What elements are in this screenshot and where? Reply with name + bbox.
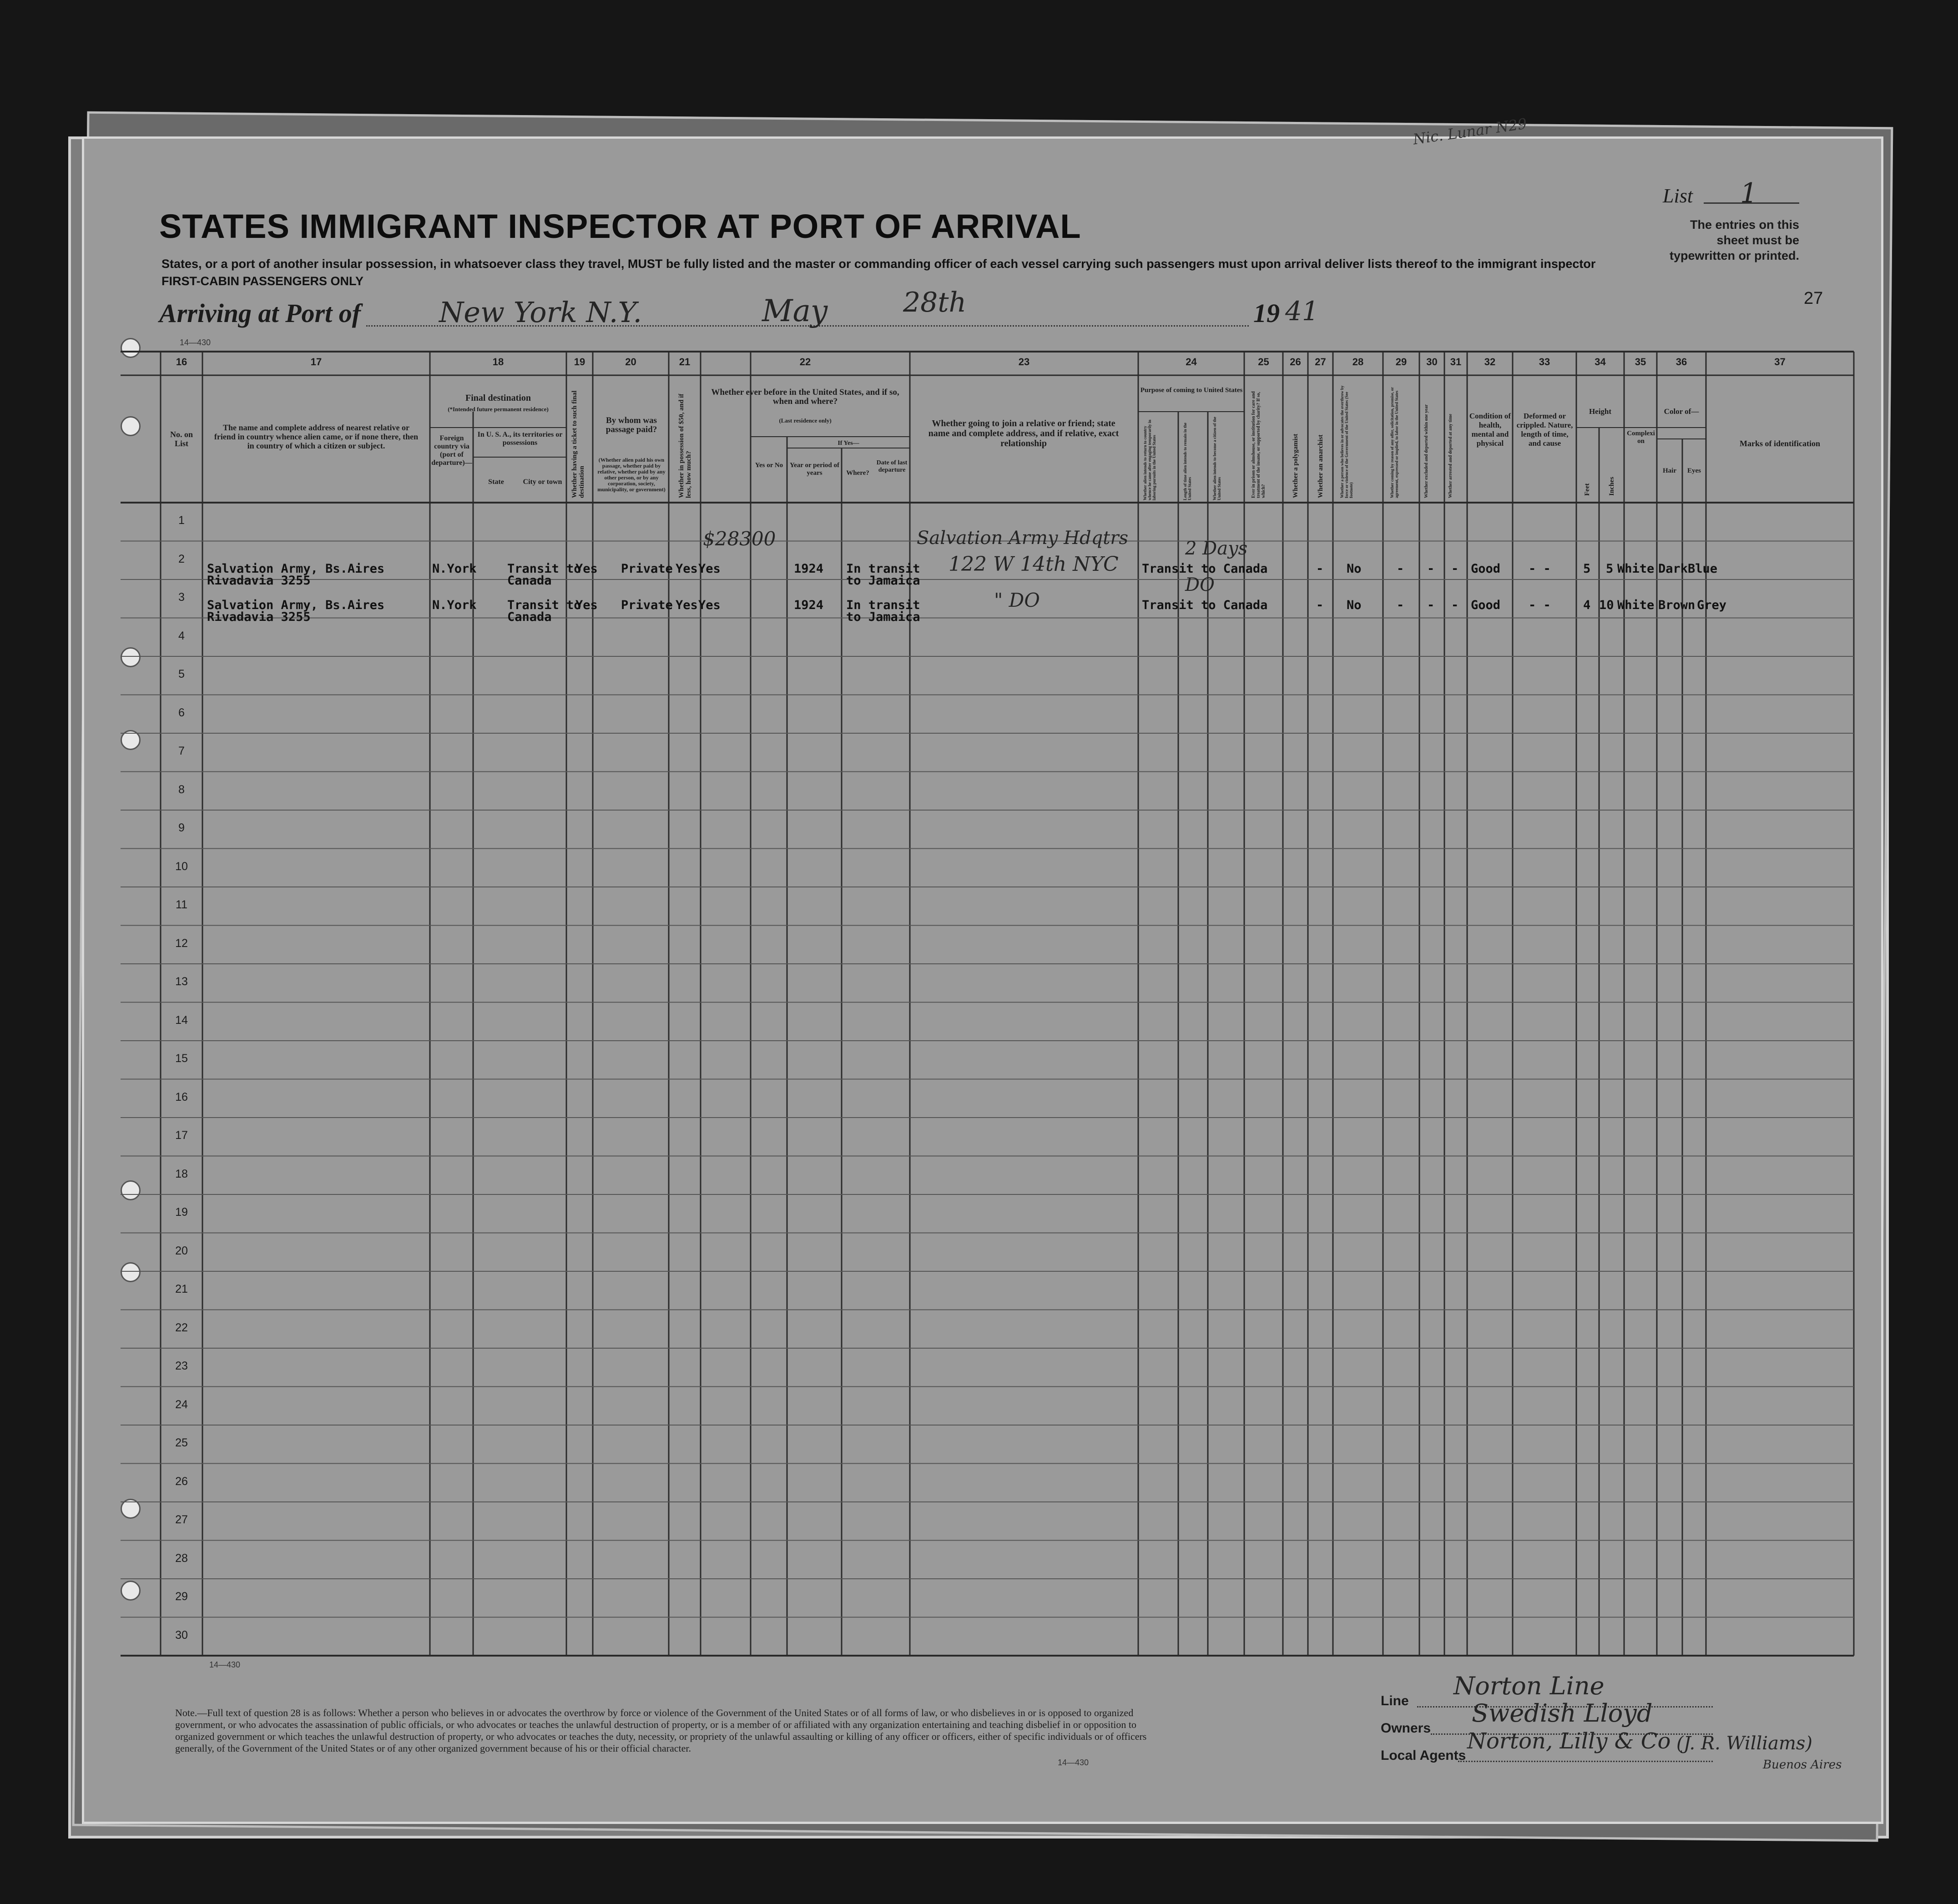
header-city: City or town	[523, 478, 562, 486]
list-number: 1	[1740, 177, 1758, 209]
row2-relative: Salvation Army, Bs.Aires	[207, 598, 385, 612]
row-number: 24	[175, 1398, 188, 1411]
header-deformed: Deformed or crippled. Nature, length of time, and cause	[1516, 412, 1573, 448]
row1-q30: -	[1427, 562, 1435, 576]
month-handwritten: May	[762, 293, 828, 328]
agents-underline	[1458, 1761, 1713, 1762]
row-number: 26	[175, 1475, 188, 1488]
form-number-bottom: 14—430	[1058, 1758, 1089, 1767]
line-label: Line	[1381, 1693, 1409, 1708]
row1-health: Good	[1471, 562, 1501, 576]
header-state: State	[488, 478, 504, 486]
header-prison: Ever in prison or almshouse, or institution for care and treatment of the insane, or supported by charity? If so, which?	[1251, 391, 1266, 498]
row2-polygamist: -	[1316, 598, 1324, 612]
row-number: 5	[178, 668, 185, 680]
row-number: 27	[175, 1513, 188, 1526]
header-if-yes: If Yes—	[838, 440, 859, 447]
list-label: List	[1663, 185, 1693, 207]
row-number: 18	[175, 1167, 188, 1180]
row-number: 6	[178, 706, 185, 719]
entries-note: The entries on this sheet must be typewritten or printed.	[1669, 218, 1799, 262]
col-num-18: 18	[492, 356, 504, 368]
row1-joining-handwritten: Salvation Army Hdqtrs	[917, 528, 1128, 549]
form-number-top: 14—430	[180, 338, 211, 347]
col-num-35: 35	[1635, 356, 1646, 368]
row2-feet: 4	[1583, 598, 1591, 612]
row1-state: Transit to	[507, 562, 581, 576]
row-number: 17	[175, 1129, 188, 1142]
col-num-30: 30	[1426, 356, 1438, 368]
col-num-29: 29	[1395, 356, 1407, 368]
row-number: 15	[175, 1052, 188, 1065]
row2-year: 1924	[794, 598, 824, 612]
corner-scrawl: Nic. Lunar N29	[1412, 115, 1528, 148]
row2-where-2: to Jamaica	[846, 610, 920, 624]
row2-money: Yes	[676, 598, 698, 612]
row2-purpose: Transit to Canada	[1142, 598, 1268, 612]
row1-length-handwritten: 2 Days	[1185, 538, 1248, 559]
line-handwritten: Norton Line	[1453, 1672, 1605, 1700]
col-num-17: 17	[310, 356, 322, 368]
row-number: 8	[178, 783, 185, 796]
row1-purpose: Transit to Canada	[1142, 562, 1268, 576]
header-ever-before: Whether ever before in the United States, and if so, when and where?	[711, 388, 899, 406]
header-q28: Whether a person who believes in or advocates the overthrow by force or violence of the Government of the United States (See footnote)	[1340, 385, 1353, 498]
header-relative: The name and complete address of nearest relative or friend in country whence alien came, or if none there, then in country of which a citizen or subject.	[214, 423, 419, 450]
row2-hair: Brown	[1658, 598, 1696, 612]
row2-complexion: White	[1617, 598, 1655, 612]
row1-where: In transit	[846, 562, 920, 576]
col-num-21: 21	[679, 356, 691, 368]
col-num-25: 25	[1258, 356, 1269, 368]
header-where: Where?	[846, 469, 869, 477]
row-number: 28	[175, 1551, 188, 1565]
header-purpose: Purpose of coming to United States	[1140, 387, 1243, 394]
header-q30: Whether excluded and deported within one year	[1424, 404, 1429, 498]
row1-year: 1924	[794, 562, 824, 576]
row1-q29: -	[1397, 562, 1404, 576]
row2-length-handwritten: DO	[1185, 574, 1215, 595]
row2-q28: No	[1347, 598, 1362, 612]
row1-feet: 5	[1583, 562, 1591, 576]
row-number: 22	[175, 1321, 188, 1334]
row-number: 1	[178, 514, 185, 527]
row-number: 11	[176, 898, 187, 911]
row-number: 2	[178, 552, 185, 565]
header-ticket: Whether having a ticket to such final destination	[571, 390, 585, 498]
row2-q29: -	[1397, 598, 1404, 612]
row1-deformed: - -	[1529, 562, 1551, 576]
header-joining-relative: Whether going to join a relative or friend; state name and complete address, and if relative, exact relationship	[928, 418, 1119, 448]
row1-polygamist: -	[1316, 562, 1324, 576]
agents-handwritten-city: Buenos Aires	[1763, 1758, 1842, 1772]
agents-handwritten-signature: (J. R. Williams)	[1676, 1733, 1813, 1754]
col-num-22: 22	[799, 356, 811, 368]
year-handwritten: 41	[1285, 296, 1319, 327]
row1-q31: -	[1451, 562, 1459, 576]
header-yes-no: Yes or No	[755, 462, 783, 469]
header-polygamist: Whether a polygamist	[1292, 433, 1299, 498]
row-number: 4	[178, 629, 185, 642]
row-number: 21	[175, 1283, 188, 1295]
row2-inches: 10	[1599, 598, 1614, 612]
row2-foreign: N.York	[432, 598, 477, 612]
row1-hair: Dark	[1658, 562, 1688, 576]
row2-ticket: Yes	[575, 598, 598, 612]
day-handwritten: 28th	[903, 287, 967, 318]
row2-paid: Private	[621, 598, 673, 612]
row1-complexion: White	[1617, 562, 1655, 576]
col-num-20: 20	[625, 356, 636, 368]
row2-state: Transit to	[507, 598, 581, 612]
row1-joining-handwritten-2: 122 W 14th NYC	[949, 553, 1119, 576]
row2-state-2: Canada	[507, 610, 552, 624]
row2-joining-handwritten: " DO	[994, 589, 1040, 611]
row-number: 9	[178, 821, 185, 834]
header-anarchist: Whether an anarchist	[1317, 434, 1324, 498]
header-purpose-c: Whether alien intends to become a citizen of the United States	[1212, 417, 1221, 500]
col-num-37: 37	[1774, 356, 1786, 368]
row-number: 16	[175, 1090, 188, 1103]
row-number: 7	[178, 745, 185, 757]
col-num-23: 23	[1018, 356, 1030, 368]
col-num-28: 28	[1352, 356, 1364, 368]
page-title: STATES IMMIGRANT INSPECTOR AT PORT OF ARRIVAL	[159, 207, 1081, 245]
header-last-residence: (Last residence only)	[779, 417, 832, 424]
row2-relative-address: Rivadavia 3255	[207, 610, 311, 624]
row1-relative-address: Rivadavia 3255	[207, 574, 311, 588]
col-num-36: 36	[1675, 356, 1687, 368]
row2-q31: -	[1451, 598, 1459, 612]
row-number: 12	[175, 937, 188, 950]
page-number: 27	[1804, 289, 1823, 308]
form-number-bottom-left: 14—430	[209, 1660, 241, 1669]
row1-ticket: Yes	[575, 562, 598, 576]
header-q29: Whether coming by reason of any offer, solicitation, promise, or agreement, expressed or implied, to labor in the United States	[1390, 387, 1399, 498]
header-foreign-country: Foreign country via (port of departure)—	[431, 434, 472, 467]
row2-deformed: - -	[1529, 598, 1551, 612]
header-passage-paid-note: (Whether alien paid his own passage, whether paid by relative, whether paid by any other person, or by any corporation, society, municipality, or government)	[597, 457, 666, 493]
year-prefix: 19	[1253, 298, 1280, 328]
header-passage-paid: By whom was passage paid?	[606, 416, 657, 434]
header-color-of: Color of—	[1664, 407, 1699, 416]
col-num-33: 33	[1539, 356, 1550, 368]
row2-ever-before: Yes	[698, 598, 721, 612]
owners-handwritten: Swedish Lloyd	[1472, 1699, 1653, 1728]
header-marks: Marks of identification	[1740, 439, 1820, 448]
row-number: 20	[175, 1244, 188, 1257]
row-number: 10	[175, 860, 188, 873]
row2-health: Good	[1471, 598, 1501, 612]
header-q31: Whether arrested and deported at any time	[1448, 413, 1453, 498]
header-health: Condition of health, mental and physical	[1469, 412, 1511, 448]
row1-foreign: N.York	[432, 562, 477, 576]
row2-eyes: Grey	[1697, 598, 1727, 612]
header-height: Height	[1589, 407, 1612, 416]
row-number: 23	[175, 1360, 188, 1372]
row1-where-2: to Jamaica	[846, 574, 920, 588]
manifest-sheet	[82, 115, 1883, 1824]
agents-label: Local Agents	[1381, 1748, 1466, 1763]
row-number: 30	[175, 1628, 188, 1642]
port-handwritten: New York N.Y.	[439, 296, 642, 329]
col-num-24: 24	[1186, 356, 1197, 368]
row1-money-handwritten: $28300	[703, 528, 776, 550]
row1-relative: Salvation Army, Bs.Aires	[207, 562, 385, 576]
footnote-q28: Note.—Full text of question 28 is as follows: Whether a person who believes in or advocates the overthrow by force or violence of the Government of the United States or of all forms of law, or who disbelieves in or is opposed to organized government, or who advocates the assassination of public officials, or who advocates or teaches the unlawful destruction of property, or is a member of or affiliated with any organization entertaining and teaching disbelief in or opposition to organized government or which teaches the unlawful destruction of property, or who advocates or teaches the duty, necessity, or propriety of the unlawful assaulting or killing of any officer or officers, either of specific individuals or of officers generally, of the Government of the United States or of any other organized government because of his or their official character.	[175, 1707, 1147, 1754]
row-number: 25	[175, 1436, 188, 1449]
row-number: 3	[178, 591, 185, 604]
header-date-departure: Date of last departure	[876, 459, 908, 473]
class-line: FIRST-CABIN PASSENGERS ONLY	[161, 274, 364, 288]
row1-paid: Private	[621, 562, 673, 576]
row2-where: In transit	[846, 598, 920, 612]
owners-label: Owners	[1381, 1721, 1431, 1736]
header-final-destination: Final destination	[465, 393, 531, 403]
row1-inches: 5	[1606, 562, 1614, 576]
col-num-19: 19	[574, 356, 585, 368]
header-eyes: Eyes	[1687, 467, 1701, 474]
row1-money: Yes	[676, 562, 698, 576]
header-no-on-list: No. on List	[170, 430, 193, 448]
col-num-32: 32	[1484, 356, 1496, 368]
row1-state-2: Canada	[507, 574, 552, 588]
row1-eyes: Blue	[1688, 562, 1718, 576]
header-year-period: Year or period of years	[789, 462, 839, 477]
arriving-label: Arriving at Port of	[159, 298, 361, 328]
header-feet: Feet	[1584, 483, 1591, 496]
header-final-destination-note: (*Intended future permanent residence)	[448, 406, 549, 413]
col-num-34: 34	[1595, 356, 1606, 368]
row1-q28: No	[1347, 562, 1362, 576]
header-purpose-b: Length of time alien intends to remain in the United States	[1183, 423, 1192, 500]
row1-ever-before: Yes	[698, 562, 721, 576]
col-num-27: 27	[1315, 356, 1326, 368]
header-inches: Inches	[1608, 477, 1615, 496]
row-number: 29	[175, 1590, 188, 1603]
col-num-26: 26	[1290, 356, 1301, 368]
agents-handwritten: Norton, Lilly & Co	[1467, 1728, 1671, 1754]
subtitle: States, or a port of another insular possession, in whatsoever class they travel, MUST be fully listed and the master or commanding officer of each vessel carrying such passengers must upon arrival deliver lists thereof to the immigrant inspector	[161, 257, 1596, 271]
header-hair: Hair	[1663, 467, 1676, 474]
row-number: 13	[175, 975, 188, 988]
manifest-grid	[84, 139, 1881, 1822]
col-num-16: 16	[176, 356, 187, 368]
row2-q30: -	[1427, 598, 1435, 612]
row-number: 19	[175, 1206, 188, 1219]
header-complexion: Complexion	[1627, 430, 1655, 445]
header-possession-50: Whether in possession of $50, and if less, how much?	[678, 393, 692, 498]
row-number: 14	[175, 1013, 188, 1027]
header-purpose-a: Whether alien intends to return to country whence he came after engaging temporarily in laboring pursuits in the United States	[1143, 419, 1156, 500]
col-num-31: 31	[1450, 356, 1462, 368]
header-in-usa: In U. S. A., its territories or possessions	[477, 431, 563, 447]
